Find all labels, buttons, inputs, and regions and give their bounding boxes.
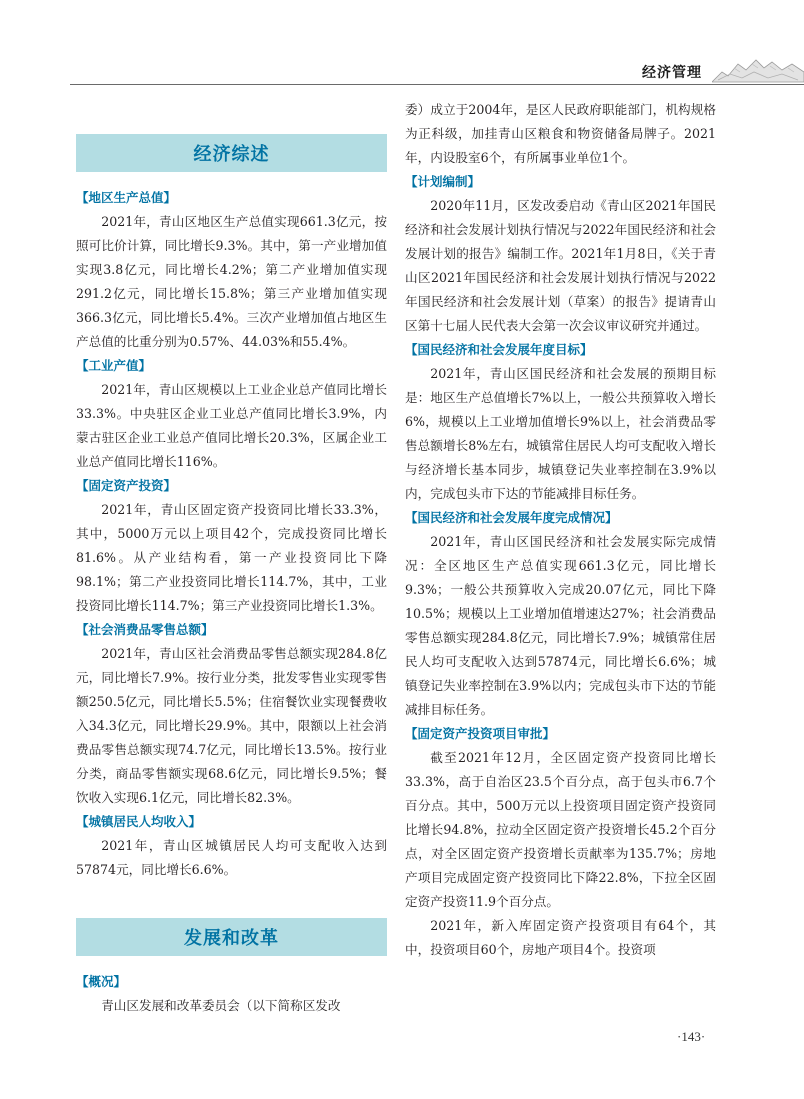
subheading-overview: 【概况】: [76, 974, 127, 989]
subheading-urban-income: 【城镇居民人均收入】: [76, 814, 202, 829]
subheading-industrial-output: 【工业产值】: [76, 358, 152, 373]
subheading-plan-compilation: 【计划编制】: [405, 174, 481, 189]
subheading-annual-targets: 【国民经济和社会发展年度目标】: [405, 342, 593, 357]
paragraph-overview: 青山区发展和改革委员会（以下简称区发改: [101, 998, 341, 1013]
subheading-gdp: 【地区生产总值】: [76, 190, 177, 205]
subheading-annual-completion: 【国民经济和社会发展年度完成情况】: [405, 510, 618, 525]
paragraph-annual-targets: 2021年，青山区国民经济和社会发展的预期目标是：地区生产总值增长7%以上，一般公共预算收入增长6%，规模以上工业增加值增长9%以上，社会消费品零售总额增长8%左右，城镇常住居民人均可支配收入增长与经济增长基本同步，城镇登记失业率控制在3.9%以内，完成包头市下达的节能减排目标任务。: [405, 366, 716, 501]
subheading-fixed-asset-investment: 【固定资产投资】: [76, 478, 177, 493]
header-title: 经济管理: [642, 65, 702, 81]
page-number: ·143·: [677, 1029, 706, 1044]
paragraph-urban-income: 2021年，青山区城镇居民人均可支配收入达到57874元，同比增长6.6%。: [76, 838, 387, 877]
right-column: [405, 98, 716, 962]
paragraph-overview-continued: 委）成立于2004年，是区人民政府职能部门，机构规格为正科级，加挂青山区粮食和物资储备局牌子。2021年，内设股室6个，有所属事业单位1个。: [405, 102, 716, 165]
section-banner-development-reform: 发展和改革: [76, 918, 387, 956]
section-banner-economic-overview: 经济综述: [76, 134, 387, 172]
paragraph-project-approval-1: 截至2021年12月，全区固定资产投资同比增长33.3%，高于自治区23.5个百分点，高于包头市6.7个百分点。其中，500万元以上投资项目固定资产投资同比增长94.8%，拉动全区固定资产投资增长45.2个百分点，对全区固定资产投资增长贡献率为135.7%；房地产项目完成固定资产投资同比下降22.8%，下拉全区固定资产投资11.9个百分点。: [405, 750, 716, 909]
paragraph-plan-compilation: 2020年11月，区发改委启动《青山区2021年国民经济和社会发展计划执行情况与2022年国民经济和社会发展计划的报告》编制工作。2021年1月8日，《关于青山区2021年国民经济和社会发展计划执行情况与2022年国民经济和社会发展计划（草案）的报告》提请青山区第十七届人民代表大会第一次会议审议研究并通过。: [405, 198, 716, 333]
paragraph-annual-completion: 2021年，青山区国民经济和社会发展实际完成情况：全区地区生产总值实现661.3亿元，同比增长9.3%；一般公共预算收入完成20.07亿元，同比下降10.5%；规模以上工业增加值增速达27%；社会消费品零售总额实现284.8亿元，同比增长7.9%；城镇常住居民人均可支配收入达到57874元，同比增长6.6%；城镇登记失业率控制在3.9%以内；完成包头市下达的节能减排目标任务。: [405, 534, 716, 717]
left-column: [76, 98, 387, 1018]
paragraph-fixed-asset-investment: 2021年，青山区固定资产投资同比增长33.3%，其中，5000万元以上项目42个，完成投资同比增长81.6%。从产业结构看，第一产业投资同比下降98.1%；第二产业投资同比增长114.7%，其中，工业投资同比增长114.7%；第三产业投资同比增长1.3%。: [76, 502, 387, 613]
header-rule: [70, 84, 804, 85]
header-mountain-decoration: [712, 54, 804, 84]
subheading-project-approval: 【固定资产投资项目审批】: [405, 726, 556, 741]
paragraph-retail-sales: 2021年，青山区社会消费品零售总额实现284.8亿元，同比增长7.9%。按行业分类，批发零售业实现零售额250.5亿元，同比增长5.5%；住宿餐饮业实现餐费收入34.3亿元，同比增长29.9%。其中，限额以上社会消费品零售总额实现74.7亿元，同比增长13.5%。按行业分类，商品零售额实现68.6亿元，同比增长9.5%；餐饮收入实现6.1亿元，同比增长82.3%。: [76, 646, 387, 805]
paragraph-project-approval-2: 2021年，新入库固定资产投资项目有64个，其中，投资项目60个，房地产项目4个。投资项: [405, 918, 716, 957]
paragraph-gdp: 2021年，青山区地区生产总值实现661.3亿元，按照可比价计算，同比增长9.3%。其中，第一产业增加值实现3.8亿元，同比增长4.2%；第二产业增加值实现291.2亿元，同比增长15.8%；第三产业增加值实现366.3亿元，同比增长5.4%。三次产业增加值占地区生产总值的比重分别为0.57%、44.03%和55.4%。: [76, 214, 387, 349]
paragraph-industrial-output: 2021年，青山区规模以上工业企业总产值同比增长33.3%。中央驻区企业工业总产值同比增长3.9%，内蒙古驻区企业工业总产值同比增长20.3%，区属企业工业总产值同比增长116%。: [76, 382, 387, 469]
subheading-retail-sales: 【社会消费品零售总额】: [76, 622, 214, 637]
